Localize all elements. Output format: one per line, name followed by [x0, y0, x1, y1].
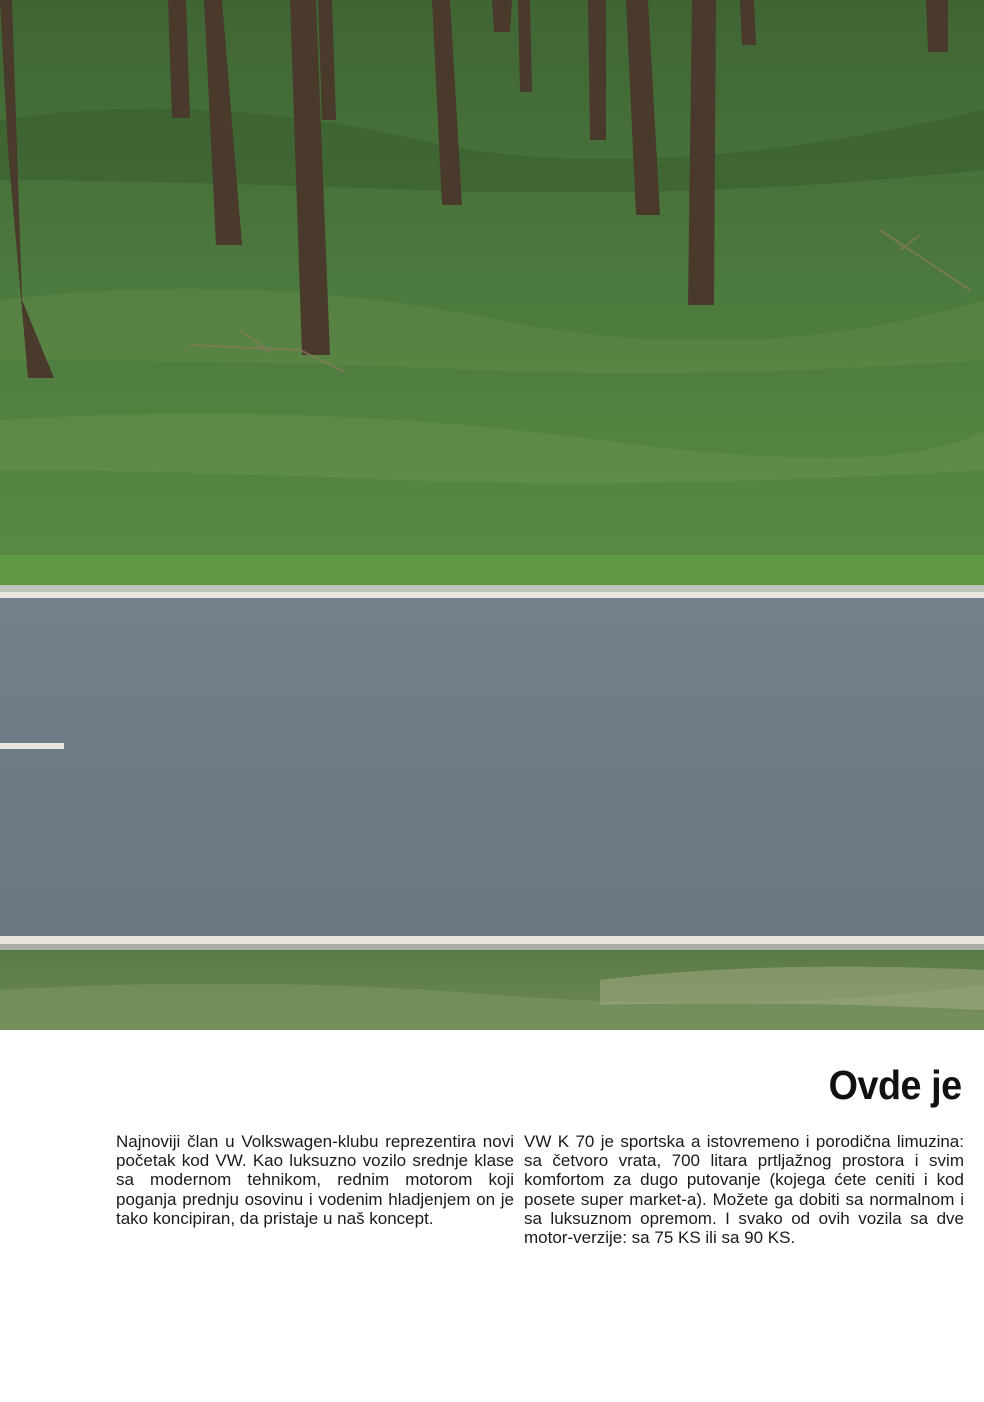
- headline: Ovde je: [828, 1062, 962, 1108]
- road: [0, 585, 984, 950]
- intro-paragraph-right: VW K 70 je sportska a istovremeno i porodična limuzina: sa četvoro vrata, 700 litara prtljažnog prostora i svim komfortom za dugo putovanje (kojega ćete ceniti i kod posete super market-a). Možete ga dobiti sa normalnom i sa luksuznom opremom. I svako od ovih vozila sa dve motor-verzije: sa 75 KS ili sa 90 KS.: [524, 1132, 964, 1248]
- road-verge: [0, 950, 984, 1030]
- intro-paragraph-left: Najnoviji član u Volkswagen-klubu reprezentira novi početak kod VW. Kao luksuzno vozilo srednje klase sa modernom tehnikom, rednim motorom koji poganja prednju osovinu i vodenim hladjenjem on je tako koncipiran, da pristaje u naš koncept.: [116, 1132, 514, 1228]
- grass-hill: [0, 0, 984, 585]
